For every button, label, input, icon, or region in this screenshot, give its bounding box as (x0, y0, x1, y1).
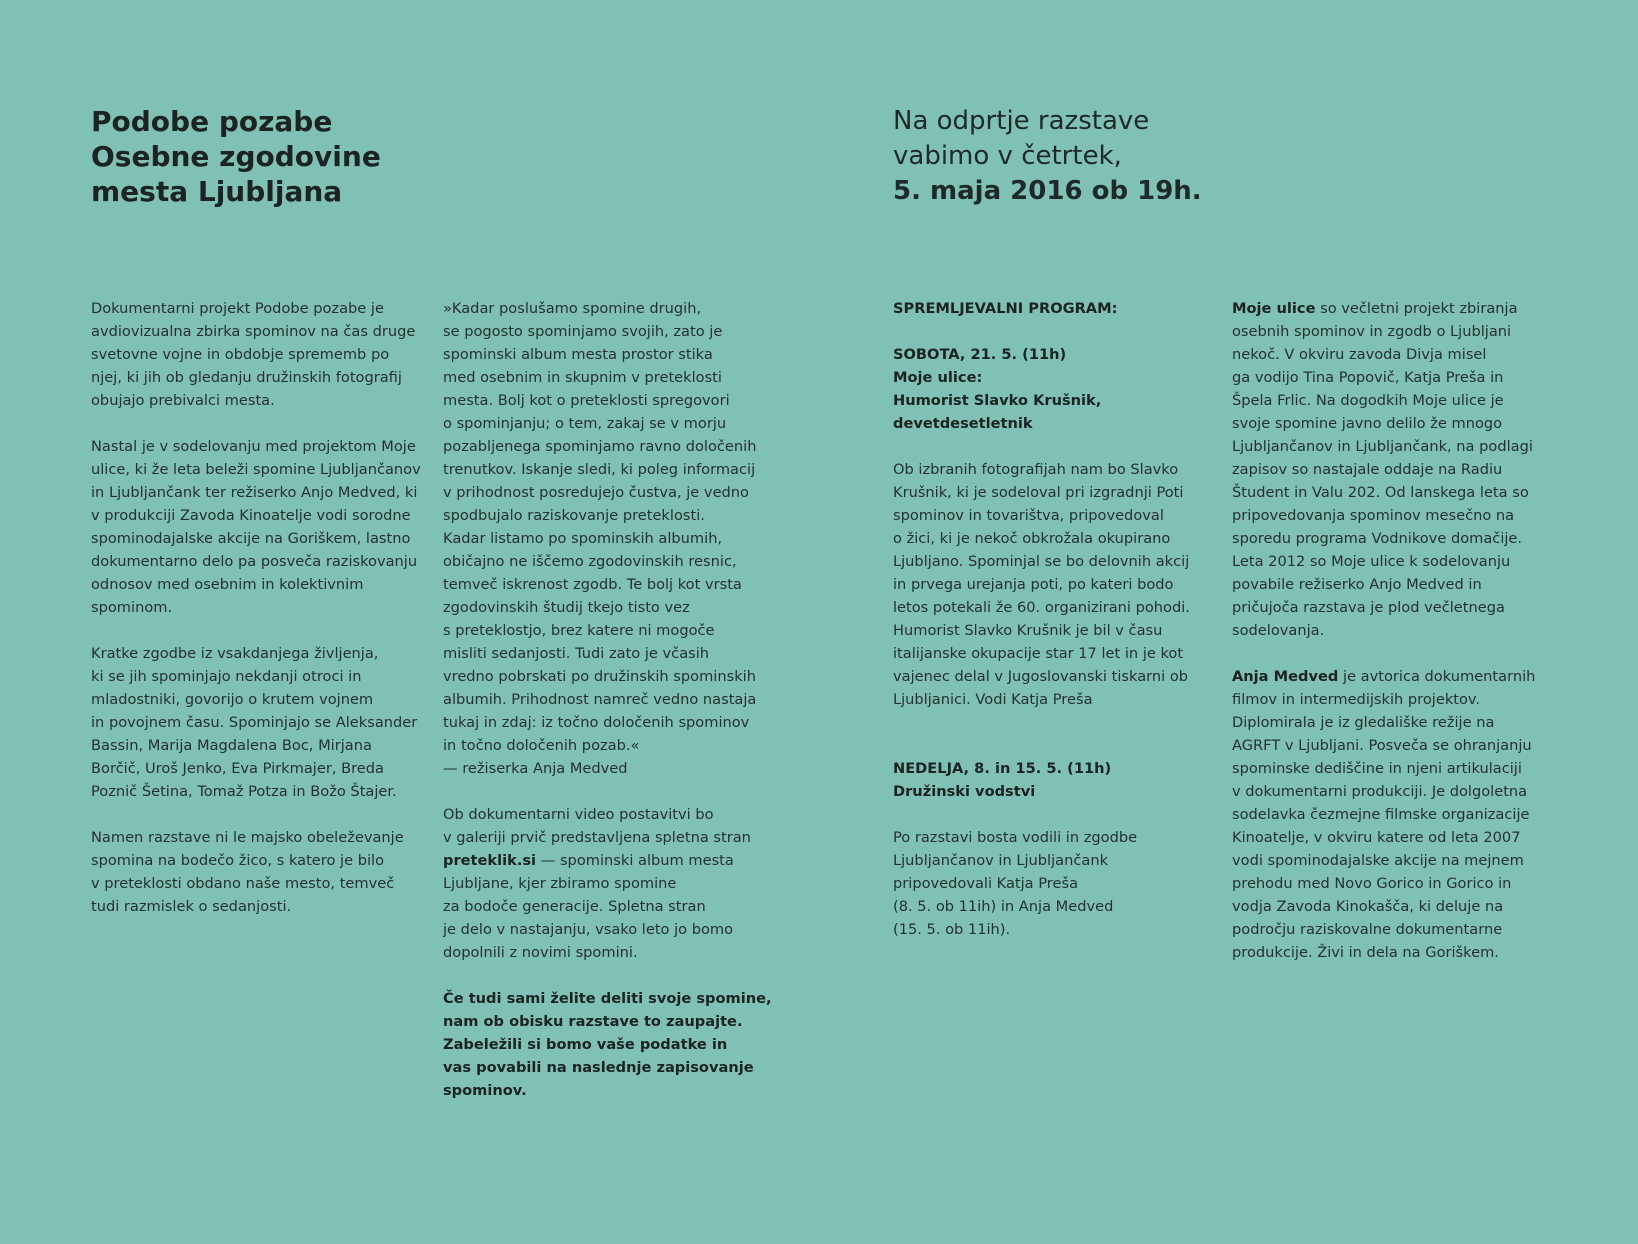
text-line: Kinoatelje, v okviru katere od leta 2007 (1232, 829, 1521, 846)
text-line: Ljubljanici. Vodi Katja Preša (893, 691, 1093, 708)
text-line: spominov. (443, 1082, 527, 1099)
text-line: spominodajalske akcije na Goriškem, lastno (91, 530, 411, 547)
text-line: osebnih spominov in zgodb o Ljubljani (1232, 323, 1512, 340)
website-link[interactable]: preteklik.si (443, 852, 537, 869)
text-line: sodelavka čezmejne filmske organizacije (1232, 806, 1530, 823)
text-span: je avtorica dokumentarnih (1338, 668, 1536, 685)
text-line: tudi razmislek o sedanjosti. (91, 898, 292, 915)
opening-invitation (893, 104, 1202, 209)
text-line: področju raziskovalne dokumentarne (1232, 921, 1503, 938)
text-span: Humorist (893, 392, 974, 409)
text-line: o spominjanju; o tem, zakaj se v morju (443, 415, 727, 432)
text-line: njej, ki jih ob gledanju družinskih fotografij (91, 369, 402, 386)
text-line: v dokumentarni produkciji. Je dolgoletna (1232, 783, 1528, 800)
text-line: Ljubljano. Spominjal se bo delovnih akcij (893, 553, 1190, 570)
text-line: v preteklosti obdano naše mesto, temveč (91, 875, 395, 892)
text-line: pripovedovali Katja Preša (893, 875, 1079, 892)
text-line: Nastal je v sodelovanju med projektom Moje (91, 438, 416, 455)
event-name: Moje ulice: (893, 369, 983, 386)
text-line: je delo v nastajanju, vsako leto jo bomo (443, 921, 734, 938)
text-line: Ljubljane, kjer zbiramo spomine (443, 875, 677, 892)
title-line-2: Osebne zgodovine (91, 140, 381, 173)
text-line: vodja Zavoda Kinokašča, ki deluje na (1232, 898, 1504, 915)
invite-line-1: Na odprtje razstave (893, 106, 1150, 136)
text-line: vajenec delal v Jugoslovanski tiskarni ob (893, 668, 1189, 685)
text-line (443, 849, 783, 872)
invite-date: 5. maja 2016 ob 19h. (893, 176, 1202, 206)
text-line: v prihodnost posredujejo čustva, je vedno (443, 484, 749, 501)
text-line: odnosov med osebnim in kolektivnim (91, 576, 364, 593)
text-line: obujajo prebivalci mesta. (91, 392, 275, 409)
paragraph (91, 826, 421, 918)
text-line: s preteklostjo, brez katere ni mogoče (443, 622, 715, 639)
text-line: in povojnem času. Spominjajo se Aleksander (91, 714, 418, 731)
text-line: Borčič, Uroš Jenko, Eva Pirkmajer, Breda (91, 760, 384, 777)
bio-name: Anja Medved (1232, 668, 1339, 685)
text-line: Po razstavi bosta vodili in zgodbe (893, 829, 1138, 846)
director-quote (443, 297, 783, 780)
paragraph (91, 435, 421, 619)
text-line (1232, 297, 1562, 320)
text-line: Humorist Slavko Krušnik je bil v času (893, 622, 1163, 639)
title-line-1: Podobe pozabe (91, 105, 333, 138)
text-line: (15. 5. ob 11ih). (893, 921, 1011, 938)
paragraph (91, 642, 421, 803)
column-program (893, 297, 1203, 941)
text-line: spominski album mesta prostor stika (443, 346, 713, 363)
text-line: dokumentarno delo pa posveča raziskovanju (91, 553, 418, 570)
text-line: Špela Frlic. Na dogodkih Moje ulice je (1232, 392, 1504, 409)
text-line: Zabeležili si bomo vaše podatke in (443, 1036, 728, 1053)
text-line: italijanske okupacije star 17 let in je kot (893, 645, 1184, 662)
text-line: »Kadar poslušamo spomine drugih, (443, 300, 702, 317)
text-line: ga vodijo Tina Popovič, Katja Preša in (1232, 369, 1504, 386)
text-line: misliti sedanjosti. Tudi zato je včasih (443, 645, 710, 662)
text-line: ki se jih spominjajo nekdanji otroci in (91, 668, 362, 685)
text-line: Ob izbranih fotografijah nam bo Slavko (893, 461, 1179, 478)
text-line: Leta 2012 so Moje ulice k sodelovanju (1232, 553, 1511, 570)
text-line: AGRFT v Ljubljani. Posveča se ohranjanju (1232, 737, 1532, 754)
text-line: vas povabili na naslednje zapisovanje (443, 1059, 754, 1076)
text-line: spodbujalo raziskovanje preteklosti. (443, 507, 705, 524)
text-line: o žici, ki je nekoč obkrožala okupirano (893, 530, 1171, 547)
text-line: vodi spominodajalske akcije na mejnem (1232, 852, 1524, 869)
text-line: Diplomirala je iz gledališke režije na (1232, 714, 1495, 731)
column-bios (1232, 297, 1562, 964)
invite-line-2: vabimo v četrtek, (893, 141, 1122, 171)
text-line: in prvega urejanja poti, po kateri bodo (893, 576, 1174, 593)
text-line: v galeriji prvič predstavljena spletna stran (443, 829, 751, 846)
text-line: prehodu med Novo Gorico in Gorico in (1232, 875, 1512, 892)
event-date: NEDELJA, 8. in 15. 5. (11h) (893, 760, 1112, 777)
text-line: se pogosto spominjamo svojih, zato je (443, 323, 723, 340)
text-line: Kadar listamo po spominskih albumih, (443, 530, 723, 547)
bio-name: Moje ulice (1232, 300, 1316, 317)
text-line: Ljubljančanov in Ljubljančank (893, 852, 1109, 869)
event-guest (893, 389, 1203, 412)
text-line: Dokumentarni projekt Podobe pozabe je (91, 300, 384, 317)
text-line: spominske dediščine in njeni artikulaciji (1232, 760, 1522, 777)
event-name: Družinski vodstvi (893, 783, 1036, 800)
text-line: spominom. (91, 599, 173, 616)
column-quote (443, 297, 783, 1102)
text-line: avdiovizualna zbirka spominov na čas druge (91, 323, 416, 340)
text-line: sodelovanja. (1232, 622, 1325, 639)
text-line: povabile režiserko Anjo Medved in (1232, 576, 1482, 593)
text-line: Poznič Šetina, Tomaž Potza in Božo Štajer. (91, 783, 397, 800)
text-line: filmov in intermedijskih projektov. (1232, 691, 1481, 708)
bio-moje-ulice (1232, 297, 1562, 642)
program-heading: SPREMLJEVALNI PROGRAM: (893, 300, 1118, 317)
bio-anja-medved (1232, 665, 1562, 964)
text-line: produkcije. Živi in dela na Goriškem. (1232, 944, 1499, 961)
text-span: Slavko Krušnik, (973, 392, 1102, 409)
text-span: so večletni projekt zbiranja (1315, 300, 1518, 317)
text-line: letos potekali že 60. organizirani pohodi. (893, 599, 1190, 616)
text-line: spomina na bodečo žico, s katero je bilo (91, 852, 385, 869)
callout-paragraph (443, 987, 783, 1102)
text-line: nekoč. V okviru zavoda Divja misel (1232, 346, 1487, 363)
event-sunday (893, 757, 1203, 941)
text-line: Če tudi sami želite deliti svoje spomine, (443, 990, 772, 1007)
text-line: pričujoča razstava je plod večletnega (1232, 599, 1505, 616)
text-span: — spominski album mesta (536, 852, 734, 869)
paragraph (91, 297, 421, 412)
text-line: trenutkov. Iskanje sledi, ki poleg informacij (443, 461, 756, 478)
text-line: in Ljubljančank ter režiserko Anjo Medved, ki (91, 484, 418, 501)
text-line: svoje spomine javno delilo že mnogo (1232, 415, 1503, 432)
event-date: SOBOTA, 21. 5. (11h) (893, 346, 1067, 363)
text-line: Namen razstave ni le majsko obeleževanje (91, 829, 404, 846)
text-line: mesta. Bolj kot o preteklosti spregovori (443, 392, 730, 409)
text-line (1232, 665, 1562, 688)
text-line: Krušnik, ki je sodeloval pri izgradnji Poti (893, 484, 1184, 501)
text-line: Študent in Valu 202. Od lanskega leta so (1232, 484, 1529, 501)
text-line: Kratke zgodbe iz vsakdanjega življenja, (91, 645, 379, 662)
text-line: dopolnili z novimi spomini. (443, 944, 638, 961)
text-line: med osebnim in skupnim v preteklosti (443, 369, 722, 386)
text-line: zgodovinskih študij tkejo tisto vez (443, 599, 690, 616)
exhibition-title (91, 104, 381, 209)
text-line: tukaj in zdaj: iz točno določenih spominov (443, 714, 750, 731)
text-line: ulice, ki že leta beleži spomine Ljubljančanov (91, 461, 421, 478)
text-line: zapisov so nastajale oddaje na Radiu (1232, 461, 1503, 478)
text-line: nam ob obisku razstave to zaupajte. (443, 1013, 743, 1030)
text-line: Bassin, Marija Magdalena Boc, Mirjana (91, 737, 372, 754)
text-line: temveč iskrenost zgodb. Te bolj kot vrsta (443, 576, 742, 593)
text-line: sporedu programa Vodnikove domačije. (1232, 530, 1523, 547)
column-intro (91, 297, 421, 918)
text-line: in točno določenih pozab.« (443, 737, 640, 754)
event-guest-age: devetdesetletnik (893, 415, 1033, 432)
text-line: Ljubljančanov in Ljubljančank, na podlagi (1232, 438, 1533, 455)
text-line: (8. 5. ob 11ih) in Anja Medved (893, 898, 1114, 915)
text-line: spominov in tovarištva, pripovedoval (893, 507, 1164, 524)
paragraph (443, 803, 783, 964)
title-line-3: mesta Ljubljana (91, 175, 343, 208)
text-line: svetovne vojne in obdobje sprememb po (91, 346, 390, 363)
event-saturday (893, 343, 1203, 711)
text-line: v produkciji Zavoda Kinoatelje vodi sorodne (91, 507, 411, 524)
text-line: običajno ne iščemo zgodovinskih resnic, (443, 553, 737, 570)
text-line: vredno pobrskati po družinskih spominskih (443, 668, 756, 685)
text-line: pozabljenega spominjamo ravno določenih (443, 438, 757, 455)
text-line: za bodoče generacije. Spletna stran (443, 898, 706, 915)
text-line: albumih. Prihodnost namreč vedno nastaja (443, 691, 757, 708)
quote-attribution: — režiserka Anja Medved (443, 760, 628, 777)
text-line: mladostniki, govorijo o krutem vojnem (91, 691, 374, 708)
text-line: pripovedovanja spominov mesečno na (1232, 507, 1515, 524)
text-line: Ob dokumentarni video postavitvi bo (443, 806, 714, 823)
